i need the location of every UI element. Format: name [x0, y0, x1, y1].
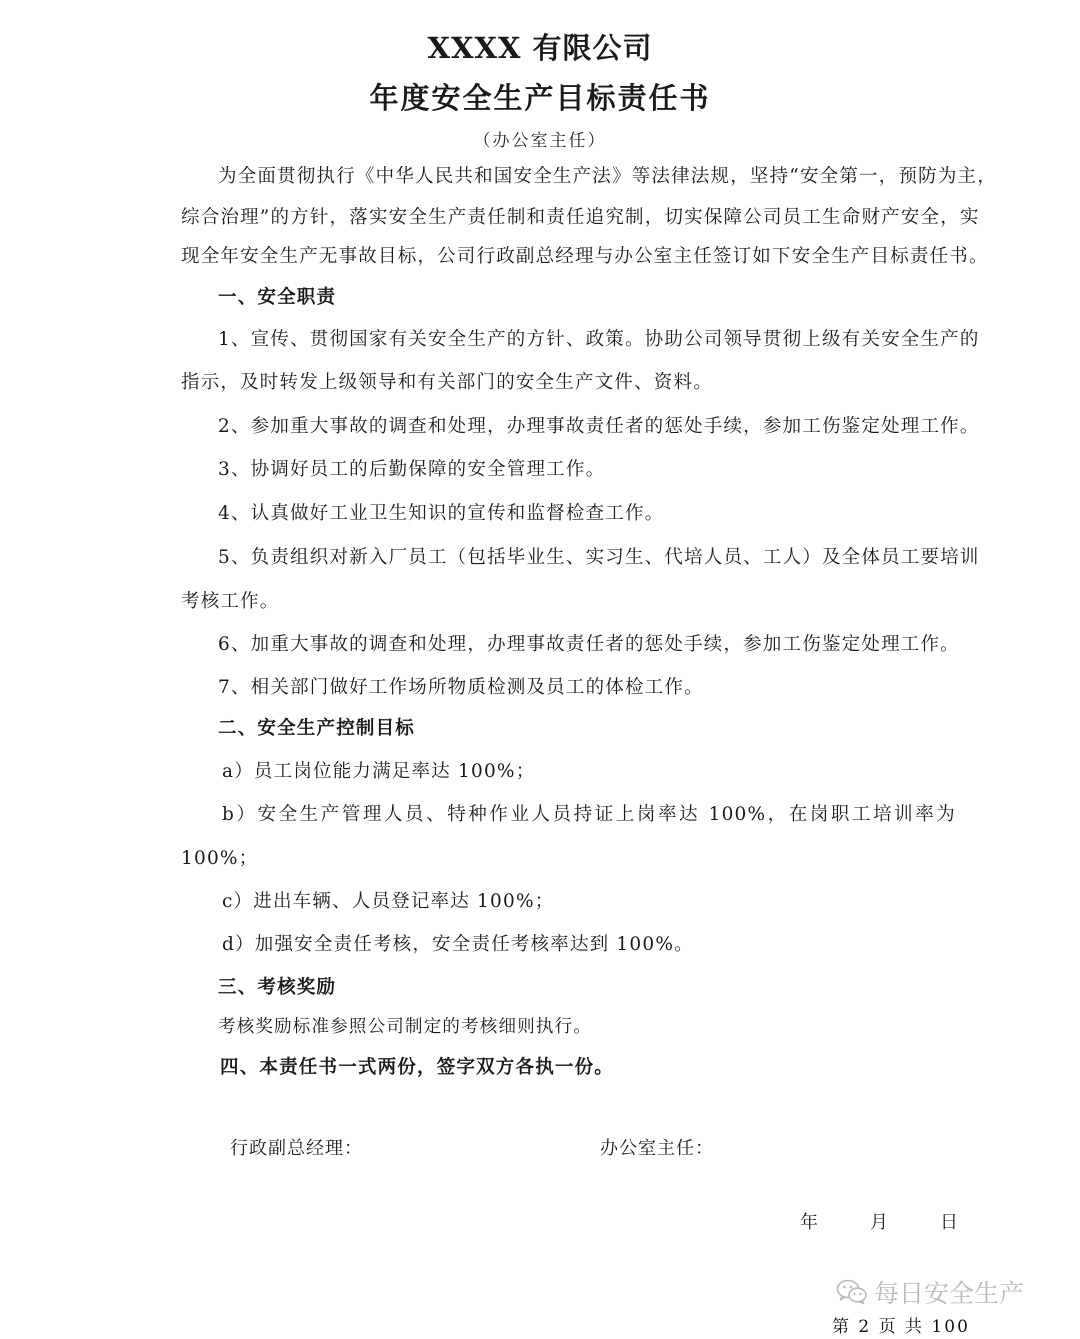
duty-item: 7、相关部门做好工作场所物质检测及员工的体检工作。	[218, 677, 704, 698]
intro-line-2: 综合治理”的方针，落实安全生产责任制和责任追究制，切实保障公司员工生命财产安全，实	[181, 207, 980, 228]
watermark-text: 每日安全生产	[874, 1279, 1025, 1308]
wechat-icon	[836, 1278, 868, 1306]
date-day-label: 日	[940, 1212, 958, 1233]
duty-item: 3、协调好员工的后勤保障的安全管理工作。	[218, 459, 606, 480]
duty-item: 1、宣传、贯彻国家有关安全生产的方针、政策。协助公司领导贯彻上级有关安全生产的	[218, 329, 980, 350]
section-heading-targets: 二、安全生产控制目标	[218, 718, 416, 739]
document-title-company: XXXX 有限公司	[427, 31, 653, 65]
duty-item: 考核工作。	[181, 591, 280, 612]
target-item: 100%；	[181, 848, 259, 869]
target-item: b）安全生产管理人员、特种作业人员持证上岗率达 100%，在岗职工培训率为	[222, 804, 956, 825]
signature-vice-gm-label: 行政副总经理：	[230, 1138, 363, 1159]
intro-line-3: 现全年安全生产无事故目标，公司行政副总经理与办公室主任签订如下安全生产目标责任书。	[181, 246, 989, 267]
document-title: 年度安全生产目标责任书	[369, 81, 711, 115]
target-item: a）员工岗位能力满足率达 100%；	[222, 761, 536, 782]
target-item: d）加强安全责任考核，安全责任考核率达到 100%。	[222, 934, 694, 955]
section-heading-duties: 一、安全职责	[218, 287, 337, 308]
rewards-text: 考核奖励标准参照公司制定的考核细则执行。	[218, 1017, 592, 1037]
intro-line-1: 为全面贯彻执行《中华人民共和国安全生产法》等法律法规，坚持“安全第一，预防为主，	[218, 166, 997, 187]
duty-item: 指示，及时转发上级领导和有关部门的安全生产文件、资料。	[181, 372, 713, 393]
section-heading-copies: 四、本责任书一式两份，签字双方各执一份。	[220, 1057, 615, 1078]
page-number: 第 2 页 共 100	[832, 1317, 970, 1337]
date-year-label: 年	[800, 1212, 818, 1233]
date-month-label: 月	[870, 1212, 888, 1233]
watermark	[836, 1272, 1024, 1312]
section-heading-rewards: 三、考核奖励	[218, 977, 337, 998]
duty-item: 6、加重大事故的调查和处理，办理事故责任者的惩处手续，参加工伤鉴定处理工作。	[218, 634, 960, 655]
duty-item: 2、参加重大事故的调查和处理，办理事故责任者的惩处手续，参加工伤鉴定处理工作。	[218, 416, 980, 437]
duty-item: 4、认真做好工业卫生知识的宣传和监督检查工作。	[218, 503, 665, 524]
signature-office-director-label: 办公室主任：	[600, 1138, 714, 1159]
duty-item: 5、负责组织对新入厂员工（包括毕业生、实习生、代培人员、工人）及全体员工要培训	[218, 547, 980, 568]
signature-date	[800, 1208, 958, 1234]
target-item: c）进出车辆、人员登记率达 100%；	[222, 891, 555, 912]
document-subtitle: （办公室主任）	[473, 131, 607, 151]
